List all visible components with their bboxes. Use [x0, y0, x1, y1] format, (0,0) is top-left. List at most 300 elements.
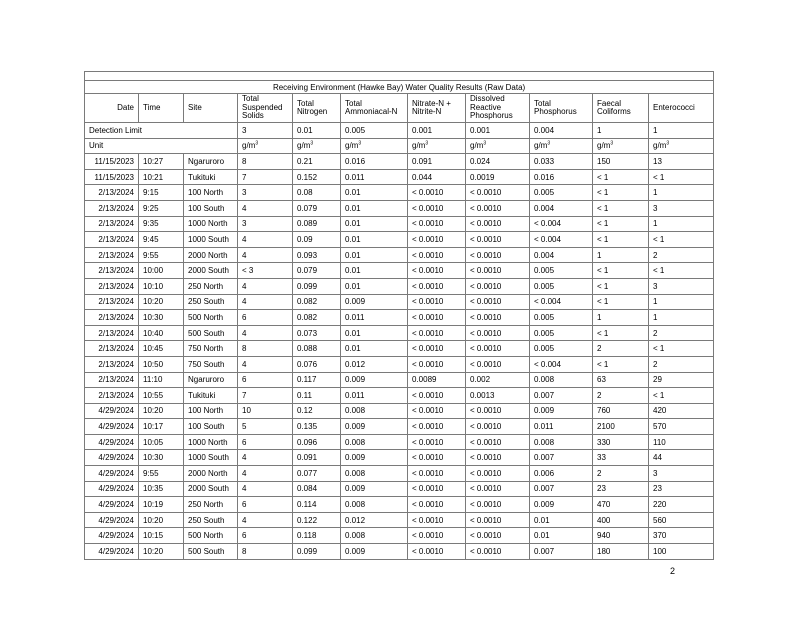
cell-time: 10:05 — [139, 434, 184, 450]
cell-total-suspended-solids: 8 — [238, 544, 293, 560]
cell-faecal-coliforms: 180 — [593, 544, 649, 560]
cell-nitrate-nitrite-n: < 0.0010 — [408, 497, 466, 513]
cell-time: 10:17 — [139, 419, 184, 435]
cell-faecal-coliforms: < 1 — [593, 232, 649, 248]
cell-dissolved-reactive-phosphorus: 0.002 — [466, 372, 530, 388]
cell-site: 500 South — [184, 325, 238, 341]
cell-total-nitrogen: 0.135 — [293, 419, 341, 435]
cell-time: 10:35 — [139, 481, 184, 497]
cell-site: Tukituki — [184, 388, 238, 404]
cell-total-phosphorus: < 0.004 — [530, 216, 593, 232]
header-date: Date — [85, 94, 139, 123]
cell-site: 1000 South — [184, 232, 238, 248]
cell-total-ammoniacal-n: 0.009 — [341, 481, 408, 497]
cell-total-suspended-solids: 4 — [238, 450, 293, 466]
cell-nitrate-nitrite-n: < 0.0010 — [408, 216, 466, 232]
cell-dissolved-reactive-phosphorus: < 0.0010 — [466, 481, 530, 497]
cell-dissolved-reactive-phosphorus: < 0.0010 — [466, 528, 530, 544]
cell-total-suspended-solids: 10 — [238, 403, 293, 419]
table-row — [85, 185, 714, 201]
cell-date: 2/13/2024 — [85, 185, 139, 201]
table-caption-row — [85, 81, 714, 94]
cell-total-ammoniacal-n: 0.01 — [341, 216, 408, 232]
cell-time: 10:20 — [139, 403, 184, 419]
cell-nitrate-nitrite-n: < 0.0010 — [408, 294, 466, 310]
cell-total-phosphorus: 0.009 — [530, 403, 593, 419]
cell-total-phosphorus: < 0.004 — [530, 356, 593, 372]
cell-time: 9:25 — [139, 200, 184, 216]
cell-faecal-coliforms: 400 — [593, 512, 649, 528]
cell-total-phosphorus: 0.004 — [530, 247, 593, 263]
cell-enterococci: < 1 — [649, 169, 714, 185]
cell-total-ammoniacal-n: 0.01 — [341, 200, 408, 216]
cell-date: 2/13/2024 — [85, 388, 139, 404]
cell-total-nitrogen: 0.082 — [293, 294, 341, 310]
cell-total-nitrogen: 0.12 — [293, 403, 341, 419]
cell-time: 10:27 — [139, 154, 184, 170]
cell-total-nitrogen: 0.096 — [293, 434, 341, 450]
cell-total-nitrogen: 0.076 — [293, 356, 341, 372]
cell-nitrate-nitrite-n: < 0.0010 — [408, 512, 466, 528]
cell-date: 2/13/2024 — [85, 278, 139, 294]
cell-total-ammoniacal-n: 0.009 — [341, 294, 408, 310]
cell-total-nitrogen: 0.08 — [293, 185, 341, 201]
cell-enterococci: 3 — [649, 278, 714, 294]
cell-faecal-coliforms: 1 — [593, 247, 649, 263]
cell-total-nitrogen: 0.117 — [293, 372, 341, 388]
cell-date: 2/13/2024 — [85, 356, 139, 372]
cell-site: 250 South — [184, 512, 238, 528]
cell-site: 250 North — [184, 278, 238, 294]
cell-faecal-coliforms: 63 — [593, 372, 649, 388]
cell-site: 250 North — [184, 497, 238, 513]
cell-total-nitrogen: 0.079 — [293, 200, 341, 216]
cell-site: 250 South — [184, 294, 238, 310]
cell-faecal-coliforms: < 1 — [593, 216, 649, 232]
unit-base: g/m — [534, 141, 548, 151]
cell-enterococci: < 1 — [649, 341, 714, 357]
header-time: Time — [139, 94, 184, 123]
cell-total-ammoniacal-n: 0.01 — [341, 325, 408, 341]
cell-nitrate-nitrite-n: < 0.0010 — [408, 388, 466, 404]
cell-total-ammoniacal-n: 0.01 — [341, 278, 408, 294]
detection-limit-value: 1 — [649, 123, 714, 139]
cell-enterococci: 2 — [649, 356, 714, 372]
cell-faecal-coliforms: 1 — [593, 310, 649, 326]
cell-total-ammoniacal-n: 0.01 — [341, 263, 408, 279]
detection-limit-value: 1 — [593, 123, 649, 139]
cell-total-suspended-solids: 4 — [238, 356, 293, 372]
cell-nitrate-nitrite-n: 0.091 — [408, 154, 466, 170]
cell-total-nitrogen: 0.082 — [293, 310, 341, 326]
cell-faecal-coliforms: 2 — [593, 466, 649, 482]
unit-base: g/m — [412, 141, 426, 151]
cell-date: 4/29/2024 — [85, 481, 139, 497]
header-nitrate-nitrite-n: Nitrate-N + Nitrite-N — [408, 94, 466, 123]
cell-enterococci: 100 — [649, 544, 714, 560]
table-row — [85, 310, 714, 326]
header-row — [85, 94, 714, 123]
cell-total-suspended-solids: 6 — [238, 528, 293, 544]
cell-total-phosphorus: 0.01 — [530, 528, 593, 544]
cell-site: 2000 South — [184, 263, 238, 279]
unit-superscript: 3 — [547, 140, 551, 147]
unit-value — [341, 138, 408, 154]
cell-total-phosphorus: 0.016 — [530, 169, 593, 185]
cell-total-ammoniacal-n: 0.016 — [341, 154, 408, 170]
table-row — [85, 497, 714, 513]
cell-date: 2/13/2024 — [85, 310, 139, 326]
cell-total-nitrogen: 0.084 — [293, 481, 341, 497]
header-site: Site — [184, 94, 238, 123]
table-row — [85, 419, 714, 435]
cell-date: 2/13/2024 — [85, 325, 139, 341]
cell-site: 100 North — [184, 403, 238, 419]
cell-total-phosphorus: 0.005 — [530, 185, 593, 201]
cell-total-phosphorus: 0.006 — [530, 466, 593, 482]
cell-total-nitrogen: 0.099 — [293, 544, 341, 560]
table-caption: Receiving Environment (Hawke Bay) Water Quality Results (Raw Data) — [85, 81, 714, 94]
cell-total-ammoniacal-n: 0.011 — [341, 388, 408, 404]
cell-total-phosphorus: 0.007 — [530, 388, 593, 404]
table-row — [85, 528, 714, 544]
cell-enterococci: 420 — [649, 403, 714, 419]
cell-date: 2/13/2024 — [85, 341, 139, 357]
cell-total-ammoniacal-n: 0.01 — [341, 341, 408, 357]
cell-enterococci: 1 — [649, 216, 714, 232]
cell-site: 100 South — [184, 200, 238, 216]
cell-time: 9:35 — [139, 216, 184, 232]
cell-total-suspended-solids: 7 — [238, 388, 293, 404]
cell-site: 750 North — [184, 341, 238, 357]
cell-faecal-coliforms: 330 — [593, 434, 649, 450]
detection-limit-row — [85, 123, 714, 139]
cell-faecal-coliforms: 470 — [593, 497, 649, 513]
cell-nitrate-nitrite-n: 0.044 — [408, 169, 466, 185]
unit-base: g/m — [653, 141, 667, 151]
cell-total-suspended-solids: 6 — [238, 497, 293, 513]
cell-total-nitrogen: 0.118 — [293, 528, 341, 544]
cell-nitrate-nitrite-n: < 0.0010 — [408, 403, 466, 419]
cell-faecal-coliforms: < 1 — [593, 294, 649, 310]
cell-total-suspended-solids: 4 — [238, 325, 293, 341]
unit-superscript: 3 — [610, 140, 614, 147]
cell-date: 4/29/2024 — [85, 544, 139, 560]
cell-enterococci: 3 — [649, 466, 714, 482]
detection-limit-value: 0.005 — [341, 123, 408, 139]
cell-faecal-coliforms: 2100 — [593, 419, 649, 435]
cell-site: 2000 South — [184, 481, 238, 497]
cell-dissolved-reactive-phosphorus: < 0.0010 — [466, 419, 530, 435]
unit-base: g/m — [297, 141, 311, 151]
cell-total-suspended-solids: 8 — [238, 341, 293, 357]
cell-dissolved-reactive-phosphorus: 0.0013 — [466, 388, 530, 404]
cell-date: 2/13/2024 — [85, 294, 139, 310]
table-top-spacer — [85, 72, 714, 81]
cell-dissolved-reactive-phosphorus: < 0.0010 — [466, 544, 530, 560]
cell-total-phosphorus: 0.007 — [530, 450, 593, 466]
unit-base: g/m — [345, 141, 359, 151]
cell-total-suspended-solids: 4 — [238, 278, 293, 294]
cell-date: 4/29/2024 — [85, 466, 139, 482]
header-total-phosphorus: Total Phosphorus — [530, 94, 593, 123]
unit-superscript: 3 — [358, 140, 362, 147]
cell-dissolved-reactive-phosphorus: < 0.0010 — [466, 294, 530, 310]
cell-total-ammoniacal-n: 0.008 — [341, 497, 408, 513]
cell-nitrate-nitrite-n: < 0.0010 — [408, 434, 466, 450]
header-enterococci: Enterococci — [649, 94, 714, 123]
cell-date: 2/13/2024 — [85, 200, 139, 216]
cell-site: 2000 North — [184, 466, 238, 482]
cell-dissolved-reactive-phosphorus: < 0.0010 — [466, 434, 530, 450]
cell-total-suspended-solids: 6 — [238, 310, 293, 326]
table-row — [85, 512, 714, 528]
table-row — [85, 247, 714, 263]
cell-time: 10:00 — [139, 263, 184, 279]
cell-nitrate-nitrite-n: < 0.0010 — [408, 278, 466, 294]
cell-dissolved-reactive-phosphorus: < 0.0010 — [466, 325, 530, 341]
page-number: 2 — [670, 566, 676, 576]
cell-time: 10:10 — [139, 278, 184, 294]
cell-total-phosphorus: 0.008 — [530, 434, 593, 450]
cell-nitrate-nitrite-n: 0.0089 — [408, 372, 466, 388]
cell-site: 100 South — [184, 419, 238, 435]
cell-nitrate-nitrite-n: < 0.0010 — [408, 528, 466, 544]
unit-value — [293, 138, 341, 154]
table-body — [85, 72, 714, 560]
detection-limit-value: 0.01 — [293, 123, 341, 139]
cell-total-phosphorus: 0.007 — [530, 544, 593, 560]
table-row — [85, 466, 714, 482]
cell-nitrate-nitrite-n: < 0.0010 — [408, 185, 466, 201]
cell-date: 4/29/2024 — [85, 512, 139, 528]
cell-total-ammoniacal-n: 0.01 — [341, 232, 408, 248]
cell-site: Tukituki — [184, 169, 238, 185]
cell-enterococci: 370 — [649, 528, 714, 544]
detection-limit-value: 0.001 — [408, 123, 466, 139]
cell-total-phosphorus: 0.005 — [530, 325, 593, 341]
cell-total-nitrogen: 0.088 — [293, 341, 341, 357]
cell-total-ammoniacal-n: 0.009 — [341, 419, 408, 435]
cell-time: 10:30 — [139, 450, 184, 466]
cell-site: Ngaruroro — [184, 372, 238, 388]
cell-time: 10:40 — [139, 325, 184, 341]
cell-total-ammoniacal-n: 0.008 — [341, 434, 408, 450]
cell-total-nitrogen: 0.11 — [293, 388, 341, 404]
cell-total-nitrogen: 0.114 — [293, 497, 341, 513]
cell-enterococci: 13 — [649, 154, 714, 170]
cell-time: 10:20 — [139, 294, 184, 310]
cell-site: 1000 North — [184, 216, 238, 232]
table-row — [85, 154, 714, 170]
cell-total-phosphorus: < 0.004 — [530, 294, 593, 310]
unit-value — [238, 138, 293, 154]
cell-total-suspended-solids: 4 — [238, 512, 293, 528]
header-total-nitrogen: Total Nitrogen — [293, 94, 341, 123]
header-faecal-coliforms: Faecal Coliforms — [593, 94, 649, 123]
cell-dissolved-reactive-phosphorus: 0.0019 — [466, 169, 530, 185]
cell-date: 2/13/2024 — [85, 372, 139, 388]
cell-total-nitrogen: 0.21 — [293, 154, 341, 170]
cell-total-ammoniacal-n: 0.009 — [341, 450, 408, 466]
cell-total-suspended-solids: 8 — [238, 154, 293, 170]
cell-time: 10:50 — [139, 356, 184, 372]
unit-base: g/m — [242, 141, 256, 151]
cell-site: 2000 North — [184, 247, 238, 263]
cell-dissolved-reactive-phosphorus: < 0.0010 — [466, 497, 530, 513]
cell-enterococci: 2 — [649, 247, 714, 263]
cell-total-ammoniacal-n: 0.009 — [341, 372, 408, 388]
cell-nitrate-nitrite-n: < 0.0010 — [408, 200, 466, 216]
cell-total-phosphorus: 0.005 — [530, 278, 593, 294]
cell-faecal-coliforms: 23 — [593, 481, 649, 497]
water-quality-table — [84, 71, 714, 560]
cell-date: 4/29/2024 — [85, 434, 139, 450]
cell-date: 4/29/2024 — [85, 403, 139, 419]
cell-enterococci: < 1 — [649, 263, 714, 279]
unit-label: Unit — [85, 138, 238, 154]
cell-total-ammoniacal-n: 0.012 — [341, 512, 408, 528]
cell-total-phosphorus: 0.005 — [530, 341, 593, 357]
cell-enterococci: < 1 — [649, 388, 714, 404]
cell-enterococci: 220 — [649, 497, 714, 513]
cell-site: 100 North — [184, 185, 238, 201]
cell-dissolved-reactive-phosphorus: < 0.0010 — [466, 466, 530, 482]
cell-total-nitrogen: 0.077 — [293, 466, 341, 482]
cell-dissolved-reactive-phosphorus: < 0.0010 — [466, 263, 530, 279]
cell-site: 500 North — [184, 310, 238, 326]
cell-date: 2/13/2024 — [85, 247, 139, 263]
cell-total-nitrogen: 0.093 — [293, 247, 341, 263]
cell-time: 10:15 — [139, 528, 184, 544]
cell-time: 10:21 — [139, 169, 184, 185]
cell-total-suspended-solids: 4 — [238, 200, 293, 216]
cell-total-phosphorus: 0.01 — [530, 512, 593, 528]
cell-faecal-coliforms: < 1 — [593, 356, 649, 372]
cell-total-nitrogen: 0.09 — [293, 232, 341, 248]
cell-faecal-coliforms: < 1 — [593, 278, 649, 294]
cell-site: 1000 South — [184, 450, 238, 466]
cell-nitrate-nitrite-n: < 0.0010 — [408, 450, 466, 466]
table-row — [85, 403, 714, 419]
cell-nitrate-nitrite-n: < 0.0010 — [408, 232, 466, 248]
detection-limit-value: 3 — [238, 123, 293, 139]
cell-total-phosphorus: < 0.004 — [530, 232, 593, 248]
cell-total-suspended-solids: 3 — [238, 185, 293, 201]
cell-time: 9:55 — [139, 247, 184, 263]
cell-total-phosphorus: 0.005 — [530, 310, 593, 326]
cell-total-nitrogen: 0.091 — [293, 450, 341, 466]
cell-faecal-coliforms: 2 — [593, 388, 649, 404]
cell-faecal-coliforms: 760 — [593, 403, 649, 419]
cell-enterococci: 1 — [649, 310, 714, 326]
cell-time: 9:55 — [139, 466, 184, 482]
cell-total-phosphorus: 0.033 — [530, 154, 593, 170]
cell-nitrate-nitrite-n: < 0.0010 — [408, 481, 466, 497]
cell-faecal-coliforms: 150 — [593, 154, 649, 170]
detection-limit-value: 0.001 — [466, 123, 530, 139]
cell-total-ammoniacal-n: 0.008 — [341, 403, 408, 419]
cell-time: 10:19 — [139, 497, 184, 513]
cell-dissolved-reactive-phosphorus: 0.024 — [466, 154, 530, 170]
cell-nitrate-nitrite-n: < 0.0010 — [408, 356, 466, 372]
cell-enterococci: 560 — [649, 512, 714, 528]
cell-time: 10:20 — [139, 512, 184, 528]
cell-total-suspended-solids: 4 — [238, 481, 293, 497]
cell-nitrate-nitrite-n: < 0.0010 — [408, 419, 466, 435]
cell-total-suspended-solids: 5 — [238, 419, 293, 435]
table-row — [85, 325, 714, 341]
unit-superscript: 3 — [255, 140, 259, 147]
unit-superscript: 3 — [483, 140, 487, 147]
cell-total-phosphorus: 0.004 — [530, 200, 593, 216]
table-row — [85, 216, 714, 232]
cell-date: 4/29/2024 — [85, 497, 139, 513]
cell-total-suspended-solids: 4 — [238, 294, 293, 310]
table-row — [85, 169, 714, 185]
cell-nitrate-nitrite-n: < 0.0010 — [408, 341, 466, 357]
cell-enterococci: 570 — [649, 419, 714, 435]
cell-total-suspended-solids: 4 — [238, 232, 293, 248]
unit-superscript: 3 — [310, 140, 314, 147]
cell-total-nitrogen: 0.073 — [293, 325, 341, 341]
cell-date: 2/13/2024 — [85, 232, 139, 248]
cell-nitrate-nitrite-n: < 0.0010 — [408, 263, 466, 279]
cell-total-ammoniacal-n: 0.011 — [341, 169, 408, 185]
cell-enterococci: 44 — [649, 450, 714, 466]
cell-date: 11/15/2023 — [85, 154, 139, 170]
cell-enterococci: 1 — [649, 294, 714, 310]
cell-nitrate-nitrite-n: < 0.0010 — [408, 325, 466, 341]
table-row — [85, 450, 714, 466]
cell-site: 1000 North — [184, 434, 238, 450]
table-row — [85, 481, 714, 497]
cell-faecal-coliforms: 33 — [593, 450, 649, 466]
cell-dissolved-reactive-phosphorus: < 0.0010 — [466, 232, 530, 248]
table-row — [85, 278, 714, 294]
cell-total-ammoniacal-n: 0.008 — [341, 466, 408, 482]
cell-dissolved-reactive-phosphorus: < 0.0010 — [466, 512, 530, 528]
cell-enterococci: 110 — [649, 434, 714, 450]
cell-total-phosphorus: 0.011 — [530, 419, 593, 435]
cell-total-suspended-solids: 7 — [238, 169, 293, 185]
table-row — [85, 200, 714, 216]
cell-faecal-coliforms: < 1 — [593, 325, 649, 341]
cell-faecal-coliforms: < 1 — [593, 169, 649, 185]
cell-total-nitrogen: 0.089 — [293, 216, 341, 232]
header-dissolved-reactive-phosphorus: Dissolved Reactive Phosphorus — [466, 94, 530, 123]
cell-enterococci: 3 — [649, 200, 714, 216]
cell-enterococci: < 1 — [649, 232, 714, 248]
unit-value — [530, 138, 593, 154]
cell-site: 500 South — [184, 544, 238, 560]
table-row — [85, 372, 714, 388]
cell-dissolved-reactive-phosphorus: < 0.0010 — [466, 310, 530, 326]
cell-total-ammoniacal-n: 0.011 — [341, 310, 408, 326]
cell-dissolved-reactive-phosphorus: < 0.0010 — [466, 185, 530, 201]
cell-date: 11/15/2023 — [85, 169, 139, 185]
cell-time: 10:45 — [139, 341, 184, 357]
table-row — [85, 294, 714, 310]
cell-total-suspended-solids: < 3 — [238, 263, 293, 279]
cell-enterococci: 2 — [649, 325, 714, 341]
cell-total-nitrogen: 0.099 — [293, 278, 341, 294]
unit-value — [593, 138, 649, 154]
cell-dissolved-reactive-phosphorus: < 0.0010 — [466, 450, 530, 466]
cell-total-suspended-solids: 4 — [238, 247, 293, 263]
cell-site: 750 South — [184, 356, 238, 372]
cell-enterococci: 23 — [649, 481, 714, 497]
